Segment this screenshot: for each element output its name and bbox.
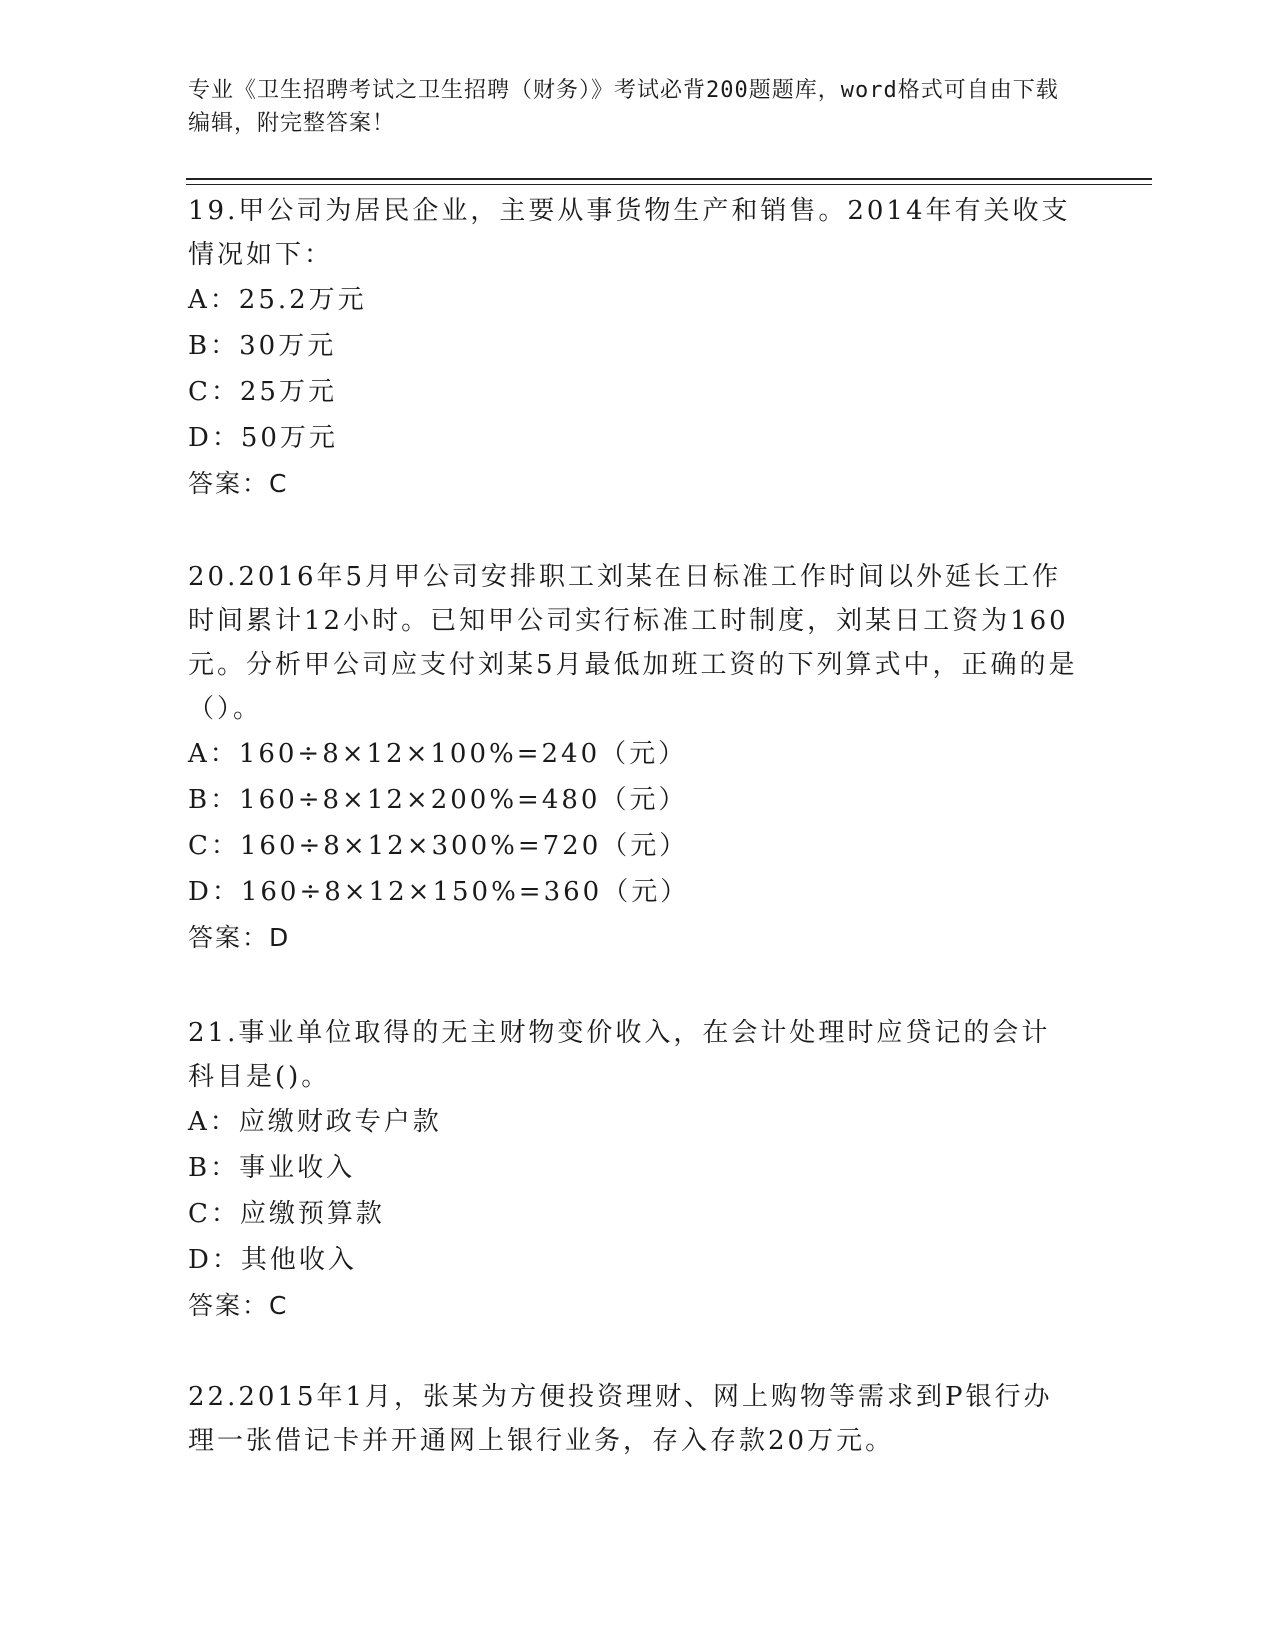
option-d: D：160÷8×12×150%=360（元） bbox=[188, 877, 690, 907]
option-a: A：25.2万元 bbox=[188, 285, 367, 315]
question-22 bbox=[188, 1375, 1078, 1463]
option-d: D：其他收入 bbox=[188, 1245, 357, 1275]
question-21 bbox=[188, 1011, 1078, 1329]
answer-label: 答案：D bbox=[188, 923, 291, 952]
option-b: B：事业收入 bbox=[188, 1153, 356, 1183]
question-stem: 22.2015年1月，张某为方便投资理财、网上购物等需求到P银行办理一张借记卡并开通网上银行业务，存入存款20万元。 bbox=[188, 1382, 1053, 1456]
option-c: C：160÷8×12×300%=720（元） bbox=[188, 831, 689, 861]
answer-label: 答案：C bbox=[188, 1291, 289, 1320]
question-19 bbox=[188, 189, 1078, 507]
option-b: B：160÷8×12×200%=480（元） bbox=[188, 785, 688, 815]
header-divider-thin bbox=[186, 184, 1152, 185]
question-stem: 20.2016年5月甲公司安排职工刘某在日标准工作时间以外延长工作时间累计12小时。已知甲公司实行标准工时制度，刘某日工资为160元。分析甲公司应支付刘某5月最低加班工资的下列算式中，正确的是（）。 bbox=[188, 562, 1078, 724]
document-header: 专业《卫生招聘考试之卫生招聘（财务）》考试必背200题题库，word格式可自由下载编辑，附完整答案！ bbox=[188, 78, 1059, 136]
option-c: C：25万元 bbox=[188, 377, 337, 407]
question-stem: 21.事业单位取得的无主财物变价收入，在会计处理时应贷记的会计科目是()。 bbox=[188, 1018, 1051, 1092]
option-a: A：160÷8×12×100%=240（元） bbox=[188, 739, 688, 769]
answer-label: 答案：C bbox=[188, 469, 289, 498]
option-b: B：30万元 bbox=[188, 331, 337, 361]
option-c: C：应缴预算款 bbox=[188, 1199, 385, 1229]
header-divider-thick bbox=[186, 178, 1152, 180]
question-20 bbox=[188, 555, 1078, 961]
option-d: D：50万元 bbox=[188, 423, 338, 453]
option-a: A：应缴财政专户款 bbox=[188, 1107, 442, 1137]
question-stem: 19.甲公司为居民企业，主要从事货物生产和销售。2014年有关收支情况如下： bbox=[188, 196, 1071, 270]
